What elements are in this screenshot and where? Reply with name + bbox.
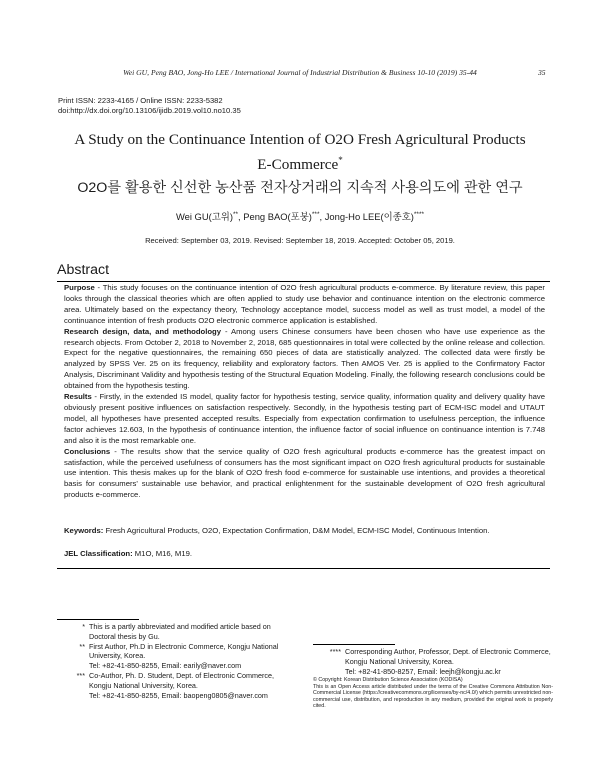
- footnote-text: Corresponding Author, Professor, Dept. of Electronic Commerce, Kongju National University, Korea.: [345, 647, 551, 666]
- abstract-conclusions: [64, 447, 545, 502]
- author-2-mark: ***: [311, 210, 320, 218]
- title-line-2-text: E-Commerce: [257, 156, 339, 174]
- title-footnote-mark: *: [338, 155, 343, 165]
- jel-label: JEL Classification:: [64, 549, 133, 558]
- footnote-text: Co-Author, Ph. D. Student, Dept. of Electronic Commerce, Kongju National University, Korea.: [89, 670, 274, 690]
- footnote-text: This is a partly abbreviated and modified article based on Doctoral thesis by Gu.: [89, 622, 271, 641]
- abstract-body: [64, 283, 545, 501]
- abstract-method: [64, 327, 545, 392]
- footnote-contact: Tel: +82-41-850-8257, Email: leejh@kongju.ac.kr: [345, 666, 501, 676]
- paper-title: [40, 129, 560, 175]
- author-list: [40, 209, 560, 223]
- footnote: [313, 647, 553, 676]
- keywords-text: Fresh Agricultural Products, O2O, Expectation Confirmation, D&M Model, ECM-ISC Model, Continuous Intention.: [103, 526, 490, 535]
- footnote: [57, 622, 293, 642]
- footnote-mark: **: [79, 641, 85, 651]
- footnote: [57, 671, 293, 700]
- copyright-notice: [313, 677, 553, 710]
- footnote-rule: [57, 619, 139, 620]
- abstract-results: [64, 392, 545, 447]
- issn-line: Print ISSN: 2233-4165 / Online ISSN: 2233-5382: [58, 96, 223, 105]
- title-line-1: A Study on the Continuance Intention of O2O Fresh Agricultural Products: [74, 131, 526, 148]
- doi-line: doi:http://dx.doi.org/10.13106/ijidb.2019.vol10.no10.35: [58, 106, 241, 115]
- copyright-line: © Copyright: Korean Distribution Science Association (KODISA): [313, 677, 463, 683]
- results-text: - Firstly, in the extended IS model, quality factor for hypothesis testing, service quality, information quality and delivery quality have obviously present positive influences on satisfaction respectively. Secondly, in the hypothesis testing part of ECM-ISC model and UTAUT model, all hypotheses have presented accepted results. Especially from expectation confirmation to usefulness perception, the influence factor achieves 12.603, In the hypothesis of continuance intention, the influence factor of social influence on continuance intention is 7.748 and also it is the most remarkable one.: [64, 392, 545, 445]
- method-text: - Among users Chinese consumers have been chosen who have use experience as the research objects. From October 2, 2018 to November 2, 2018, 685 questionnaires in total were collected by the online release and collection. Expect for the negative questionnaires, the remaining 650 pieces of data are statistically analyzed. The collected data were firstly be analyzed by SPSS Ver. 25 on its frequency, reliability and exploratory factors. Then AMOS Ver. 25 is applied to the Confirmatory Factor Analysis, Discriminant Validity and hypothesis testing of the Structural Equation Modeling. Finally, the following research conclusions could be obtained from the hypothesis testing.: [64, 326, 545, 391]
- conclusions-label: Conclusions: [64, 446, 111, 456]
- method-label: Research design, data, and methodology: [64, 326, 222, 336]
- korean-title: O2O를 활용한 신선한 농산품 전자상거래의 지속적 사용의도에 관한 연구: [77, 180, 523, 196]
- received-dates: Received: September 03, 2019. Revised: September 18, 2019. Accepted: October 05, 2019.: [145, 236, 455, 245]
- jel-text: M1O, M16, M19.: [132, 549, 193, 558]
- conclusions-text: - The results show that the service quality of O2O fresh agricultural products e-commerce has the greatest impact on satisfaction, while the perceived usefulness of consumers has the most significant impact on O2O fresh agricultural products for sustainable use intention. This thesis makes up for the blank of O2O fresh food e-commerce for sustainable use intentions, and provides a theoretical basis for consumers' sustainable use behavior, and practical enlightenment for the sustainable development of O2O fresh agricultural products e-commerce.: [64, 446, 545, 500]
- abstract-purpose: [64, 283, 545, 327]
- footnote-mark: ***: [76, 670, 85, 680]
- license-text: This is an Open Access article distributed under the terms of the Creative Commons Attribution Non-Commercial License (https://creativecommons.org/licenses/by-nc/4.0/) which permits unrestricted non-commercial use, distribution, and reproduction in any medium, provided the original work is properly cited.: [313, 683, 553, 710]
- footnote-text: First Author, Ph.D in Electronic Commerce, Kongju National University, Korea.: [89, 641, 279, 661]
- abstract-bottom-rule: [57, 568, 550, 569]
- running-header: Wei GU, Peng BAO, Jong-Ho LEE / International Journal of Industrial Distribution & Business 10-10 (2019) 35-44: [123, 68, 477, 77]
- author-3: Jong-Ho LEE(이종호): [324, 211, 414, 222]
- footnote-mark: ****: [329, 647, 341, 656]
- author-3-mark: ****: [413, 210, 425, 218]
- author-separator: ,: [319, 211, 325, 222]
- author-1: Wei GU(고위): [175, 211, 233, 222]
- footnote-rule: [313, 644, 395, 645]
- author-1-mark: **: [232, 210, 239, 218]
- results-label: Results: [64, 392, 92, 402]
- footnote-mark: *: [82, 622, 85, 631]
- abstract-top-rule: [57, 281, 550, 282]
- keywords-label: Keywords:: [64, 526, 104, 535]
- footnote-corresponding: [313, 647, 553, 676]
- page-number: 35: [538, 68, 546, 77]
- footnote-contact: Tel: +82-41-850-8255, Email: earily@naver.com: [89, 661, 242, 671]
- keywords: [64, 526, 545, 537]
- issn-block: [58, 96, 241, 116]
- footnote-contact: Tel: +82-41-850-8255, Email: baopeng0805@naver.com: [89, 690, 268, 700]
- footnote: [57, 642, 293, 671]
- abstract-heading: Abstract: [57, 262, 110, 278]
- title-line-2: [40, 150, 560, 175]
- footnotes-left: [57, 622, 293, 700]
- purpose-text: - This study focuses on the continuance intention of O2O fresh agricultural products e-commerce. By literature review, this paper looks through the classical theories which are often applied to study use behavior and continuance intention on the electronic commerce area. Ultimately based on the expectancy theory, Technology acceptance model, success model as well as trust model, a model of the continuance intention of fresh products O2O electronic commerce application is established.: [64, 283, 545, 325]
- author-separator: ,: [238, 211, 244, 222]
- author-2: Peng BAO(포붕): [243, 211, 312, 222]
- jel-classification: [64, 549, 545, 560]
- purpose-label: Purpose: [64, 283, 95, 292]
